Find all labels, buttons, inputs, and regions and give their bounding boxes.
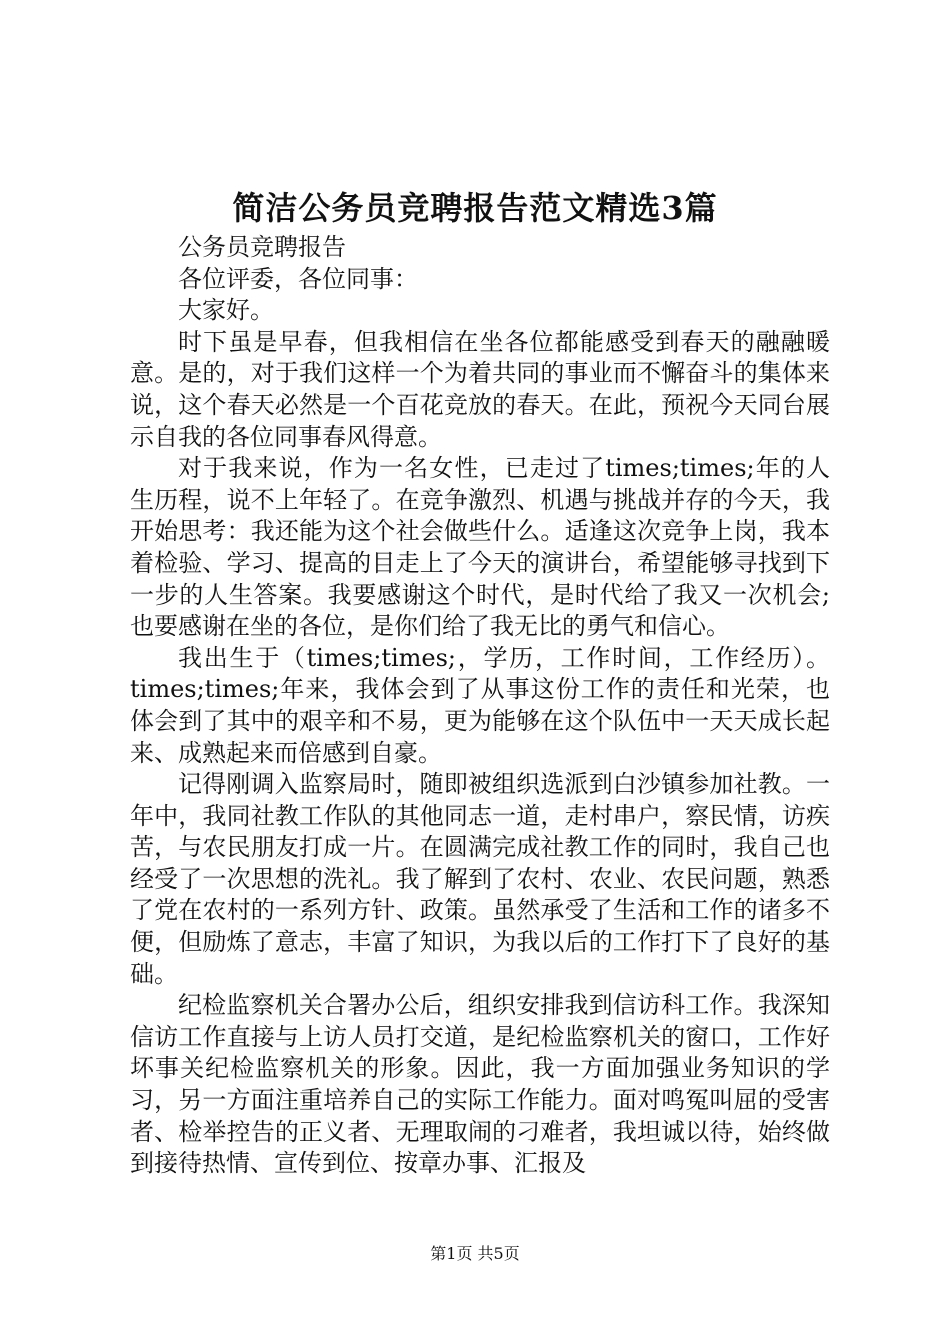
paragraph: 对于我来说，作为一名女性，已走过了times;times;年的人生历程，说不上年轻了。在竞争激烈、机遇与挑战并存的今天，我开始思考：我还能为这个社会做些什么。适逢这次竞争上岗，我本着检验、学习、提高的目走上了今天的演讲台，希望能够寻找到下一步的人生答案。我要感谢这个时代，是时代给了我又一次机会;也要感谢在坐的各位，是你们给了我无比的勇气和信心。: [130, 454, 830, 641]
paragraph: 时下虽是早春，但我相信在坐各位都能感受到春天的融融暖意。是的，对于我们这样一个为着共同的事业而不懈奋斗的集体来说，这个春天必然是一个百花竞放的春天。在此，预祝今天同台展示自我的各位同事春风得意。: [130, 327, 830, 451]
paragraph: 纪检监察机关合署办公后，组织安排我到信访科工作。我深知信访工作直接与上访人员打交道，是纪检监察机关的窗口，工作好坏事关纪检监察机关的形象。因此，我一方面加强业务知识的学习，另一方面注重培养自己的实际工作能力。面对鸣冤叫屈的受害者、检举控告的正义者、无理取闹的刁难者，我坦诚以待，始终做到接待热情、宣传到位、按章办事、汇报及: [130, 991, 830, 1178]
paragraph-heading: 公务员竞聘报告: [178, 233, 346, 261]
paragraph-salutation: 各位评委，各位同事：: [178, 264, 418, 293]
document-title: 简洁公务员竞聘报告范文精选3篇: [232, 189, 718, 227]
page-footer: 第1页 共5页: [430, 1244, 520, 1263]
paragraph: 我出生于（times;times;，学历，工作时间，工作经历）。times;times;年来，我体会到了从事这份工作的责任和光荣，也体会到了其中的艰辛和不易，更为能够在这个队伍中一天天成长起来、成熟起来而倍感到自豪。: [130, 643, 830, 767]
paragraph-greeting: 大家好。: [178, 296, 274, 325]
document-body: [130, 232, 830, 1180]
paragraph: 记得刚调入监察局时，随即被组织选派到白沙镇参加社教。一年中，我同社教工作队的其他同志一道，走村串户，察民情，访疾苦，与农民朋友打成一片。在圆满完成社教工作的同时，我自己也经受了一次思想的洗礼。我了解到了农村、农业、农民问题，熟悉了党在农村的一系列方针、政策。虽然承受了生活和工作的诸多不便，但励炼了意志，丰富了知识，为我以后的工作打下了良好的基础。: [130, 770, 830, 988]
